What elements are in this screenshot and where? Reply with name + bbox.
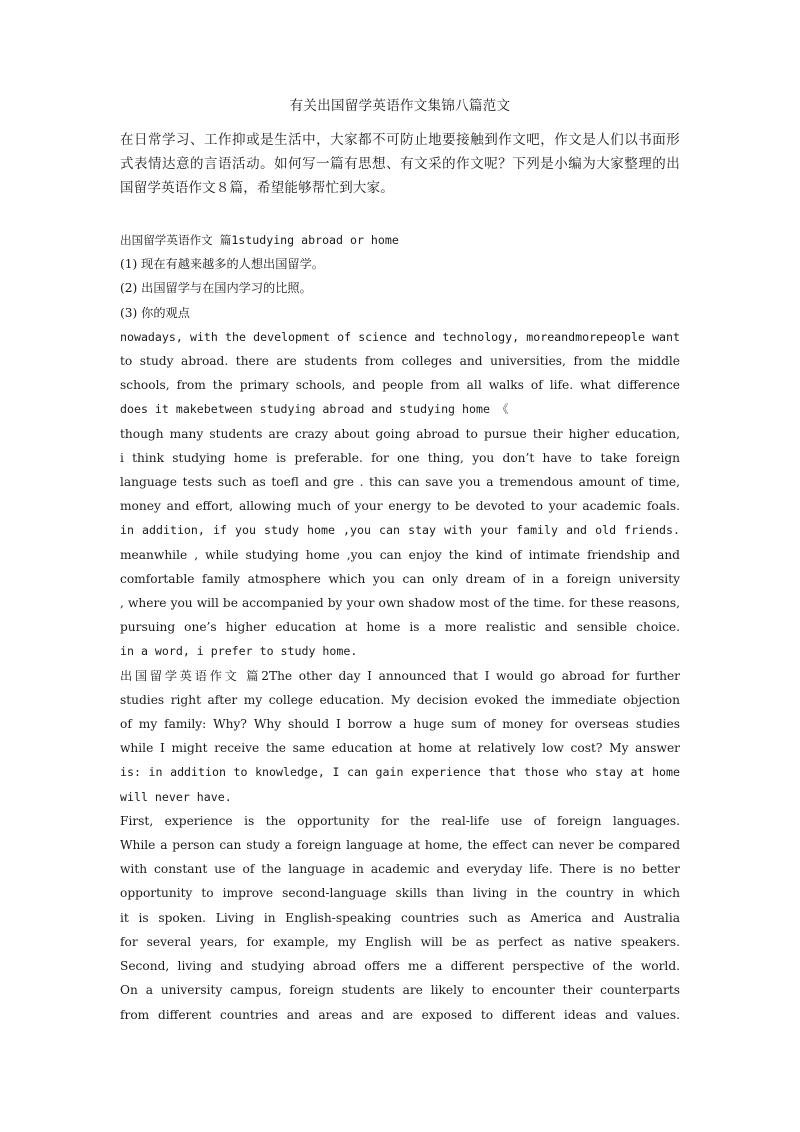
text-line: money and effort, allowing much of your energy to be devoted to your academic foals. xyxy=(120,499,680,514)
document-title: 有关出国留学英语作文集锦八篇范文 xyxy=(289,98,511,114)
text-line: while I might receive the same education at home at relatively low cost? My answer xyxy=(120,741,680,756)
text-line: it is spoken. Living in English-speaking countries such as America and Australia xyxy=(120,910,680,925)
text-line: does it makebetween studying abroad and studying home 《 xyxy=(120,402,509,417)
text-line: from different countries and areas and are exposed to different ideas and values. xyxy=(120,1007,680,1022)
text-line: (3) 你的观点 xyxy=(120,305,190,320)
text-line: to study abroad. there are students from colleges and universities, from the middle xyxy=(120,354,680,369)
text-line: (2) 出国留学与在国内学习的比照。 xyxy=(120,281,312,296)
text-line: , where you will be accompanied by your own shadow most of the time. for these reasons, xyxy=(120,596,680,611)
intro-paragraph: 在日常学习、工作抑或是生活中，大家都不可防止地要接触到作文吧，作文是人们以书面形式表情达意的言语活动。如何写一篇有思想、有文采的作文呢？下列是小编为大家整理的出国留学英语作文８篇，希望能够帮忙到大家。 xyxy=(120,132,680,196)
text-line: opportunity to improve second-language skills than living in the country in which xyxy=(120,886,680,901)
text-line: for several years, for example, my English will be as perfect as native speakers. xyxy=(120,934,680,949)
text-line: in addition, if you study home ,you can stay with your family and old friends. xyxy=(120,523,680,538)
text-line: Second, living and studying abroad offers me a different perspective of the world. xyxy=(120,959,680,974)
text-line: First, experience is the opportunity for the real-life use of foreign languages. xyxy=(120,813,680,828)
text-line: pursuing one’s higher education at home is a more realistic and sensible choice. xyxy=(120,620,680,635)
text-line: though many students are crazy about going abroad to pursue their higher education, xyxy=(120,426,680,441)
text-line: comfortable family atmosphere which you can only dream of in a foreign university xyxy=(120,571,680,586)
text-line: studies right after my college education. My decision evoked the immediate objection xyxy=(120,692,680,707)
text-line: 出国留学英语作文 篇1studying abroad or home xyxy=(120,233,399,247)
text-line: (1) 现在有越来越多的人想出国留学。 xyxy=(120,257,324,272)
text-line: schools, from the primary schools, and people from all walks of life. what difference xyxy=(120,378,680,393)
text-line: meanwhile , while studying home ,you can enjoy the kind of intimate friendship and xyxy=(120,547,680,562)
text-line: is: in addition to knowledge, I can gain experience that those who stay at home xyxy=(120,765,680,780)
text-line: language tests such as toefl and gre . this can save you a tremendous amount of time, xyxy=(120,475,680,490)
text-line: with constant use of the language in academic and everyday life. There is no better xyxy=(120,862,680,877)
document-page xyxy=(120,96,680,1027)
text-line: 出国留学英语作文 篇2The other day I announced that I would go abroad for further xyxy=(120,668,680,683)
text-line: i think studying home is preferable. for one thing, you don’t have to take foreign xyxy=(120,450,680,465)
text-line: On a university campus, foreign students are likely to encounter their counterparts xyxy=(120,983,680,998)
text-line: of my family: Why? Why should I borrow a huge sum of money for overseas studies xyxy=(120,717,680,732)
text-line: will never have. xyxy=(120,789,232,804)
document-body xyxy=(120,228,680,1027)
text-line: in a word, i prefer to study home. xyxy=(120,644,358,659)
text-line: nowadays, with the development of science and technology, moreandmorepeople want xyxy=(120,329,680,344)
text-line: While a person can study a foreign language at home, the effect can never be compared xyxy=(120,838,680,853)
